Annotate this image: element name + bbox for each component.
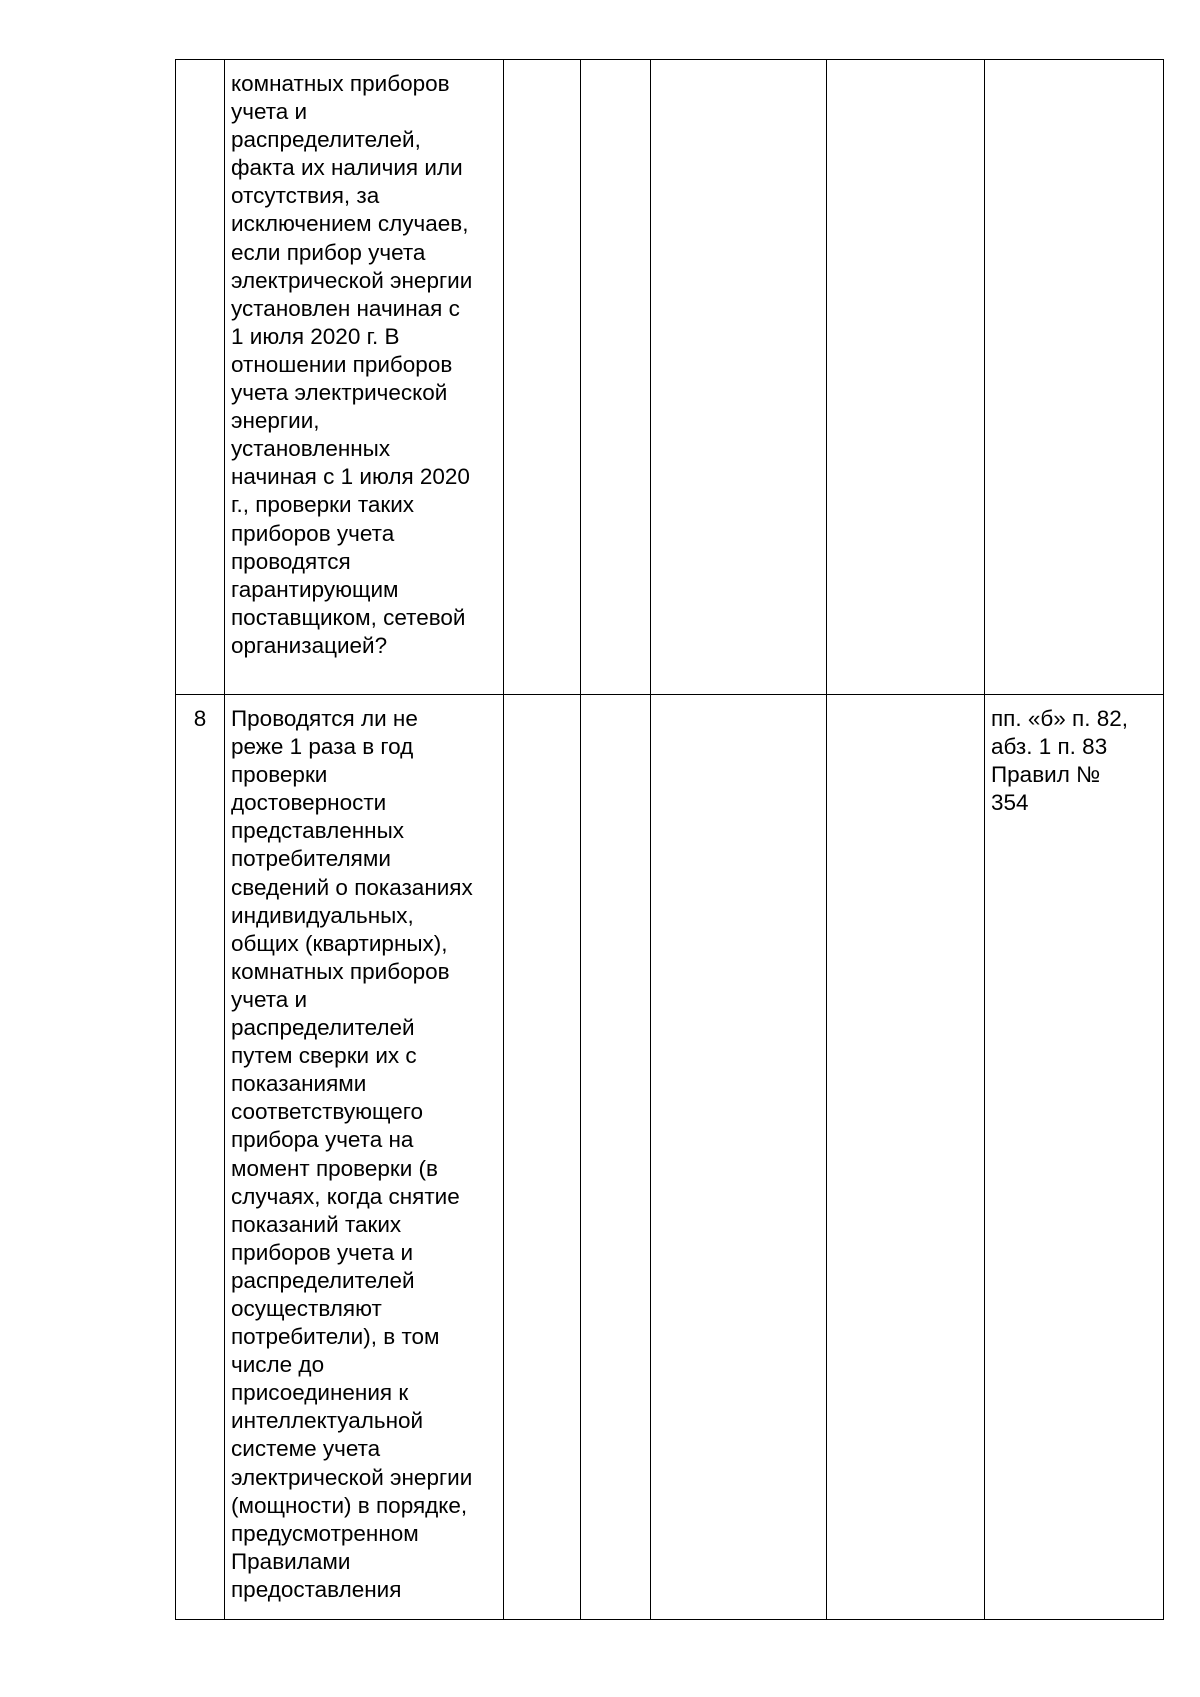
question-line: потребителями [231, 846, 391, 872]
question-line: электрической энергии [231, 1464, 473, 1490]
question-line: проверки [231, 762, 328, 788]
question-line: осуществляют [231, 1295, 382, 1321]
question-line: комнатных приборов [231, 958, 450, 984]
question-line: учета электрической [231, 380, 448, 406]
question-line: соответствующего [231, 1099, 423, 1125]
question-line: достоверности [231, 790, 387, 816]
question-line: момент проверки (в [231, 1155, 438, 1181]
question-cell [225, 695, 504, 1620]
empty-cell [504, 60, 581, 695]
question-line: установлен начиная с [231, 295, 460, 321]
question-line: прибора учета на [231, 1127, 414, 1153]
question-cell [225, 60, 504, 695]
question-line: сведений о показаниях [231, 874, 473, 900]
reference-cell [985, 695, 1164, 1620]
question-line: случаях, когда снятие [231, 1183, 460, 1209]
empty-cell [827, 695, 985, 1620]
question-line: системе учета [231, 1436, 381, 1462]
question-line: предусмотренном [231, 1520, 419, 1546]
question-line: предоставления [231, 1576, 402, 1602]
question-line: г., проверки таких [231, 492, 415, 518]
question-line: организацией? [231, 632, 388, 658]
question-line: распределителей [231, 1267, 415, 1293]
question-line: реже 1 раза в год [231, 734, 414, 760]
question-line: (мощности) в порядке, [231, 1492, 468, 1518]
empty-cell [581, 60, 651, 695]
table-row [176, 695, 1164, 1620]
question-line: приборов учета [231, 520, 395, 546]
reference-cell [985, 60, 1164, 695]
question-line: комнатных приборов [231, 71, 450, 96]
question-line: поставщиком, сетевой [231, 604, 466, 630]
question-line: начиная с 1 июля 2020 [231, 464, 470, 490]
question-line: факта их наличия или [231, 155, 463, 181]
question-line: числе до [231, 1352, 325, 1378]
reference-line: пп. «б» п. 82, [991, 706, 1128, 731]
question-line: отношении приборов [231, 351, 453, 377]
item-number-cell [176, 60, 225, 695]
question-line: потребители), в том [231, 1324, 440, 1350]
question-line: исключением случаев, [231, 211, 469, 237]
question-line: учета и [231, 986, 308, 1012]
reference-line: Правил № [991, 762, 1101, 788]
question-line: Проводятся ли не [231, 706, 418, 731]
question-line: интеллектуальной [231, 1408, 424, 1434]
question-line: 1 июля 2020 г. В [231, 323, 400, 349]
question-line: показаний таких [231, 1211, 402, 1237]
question-line: энергии, [231, 408, 320, 434]
question-line: Правилами [231, 1548, 351, 1574]
table-row [176, 60, 1164, 695]
question-line: отсутствия, за [231, 183, 380, 209]
empty-cell [651, 60, 827, 695]
question-line: гарантирующим [231, 576, 399, 602]
question-line: представленных [231, 818, 405, 844]
question-line: индивидуальных, [231, 902, 414, 928]
empty-cell [504, 695, 581, 1620]
question-line: распределителей, [231, 127, 421, 153]
empty-cell [827, 60, 985, 695]
question-line: если прибор учета [231, 239, 426, 265]
item-number: 8 [193, 706, 207, 731]
reference-line: 354 [991, 790, 1029, 816]
question-line: учета и [231, 99, 308, 125]
item-number-cell [176, 695, 225, 1620]
question-line: установленных [231, 436, 391, 462]
question-line: присоединения к [231, 1380, 409, 1406]
question-line: общих (квартирных), [231, 930, 448, 956]
reference-line: абз. 1 п. 83 [991, 734, 1108, 760]
question-line: путем сверки их с [231, 1043, 417, 1069]
question-line: электрической энергии [231, 267, 473, 293]
question-line: распределителей [231, 1015, 415, 1041]
question-line: показаниями [231, 1071, 367, 1097]
empty-cell [581, 695, 651, 1620]
checklist-table [175, 59, 1164, 1620]
empty-cell [651, 695, 827, 1620]
question-line: приборов учета и [231, 1239, 414, 1265]
question-line: проводятся [231, 548, 351, 574]
